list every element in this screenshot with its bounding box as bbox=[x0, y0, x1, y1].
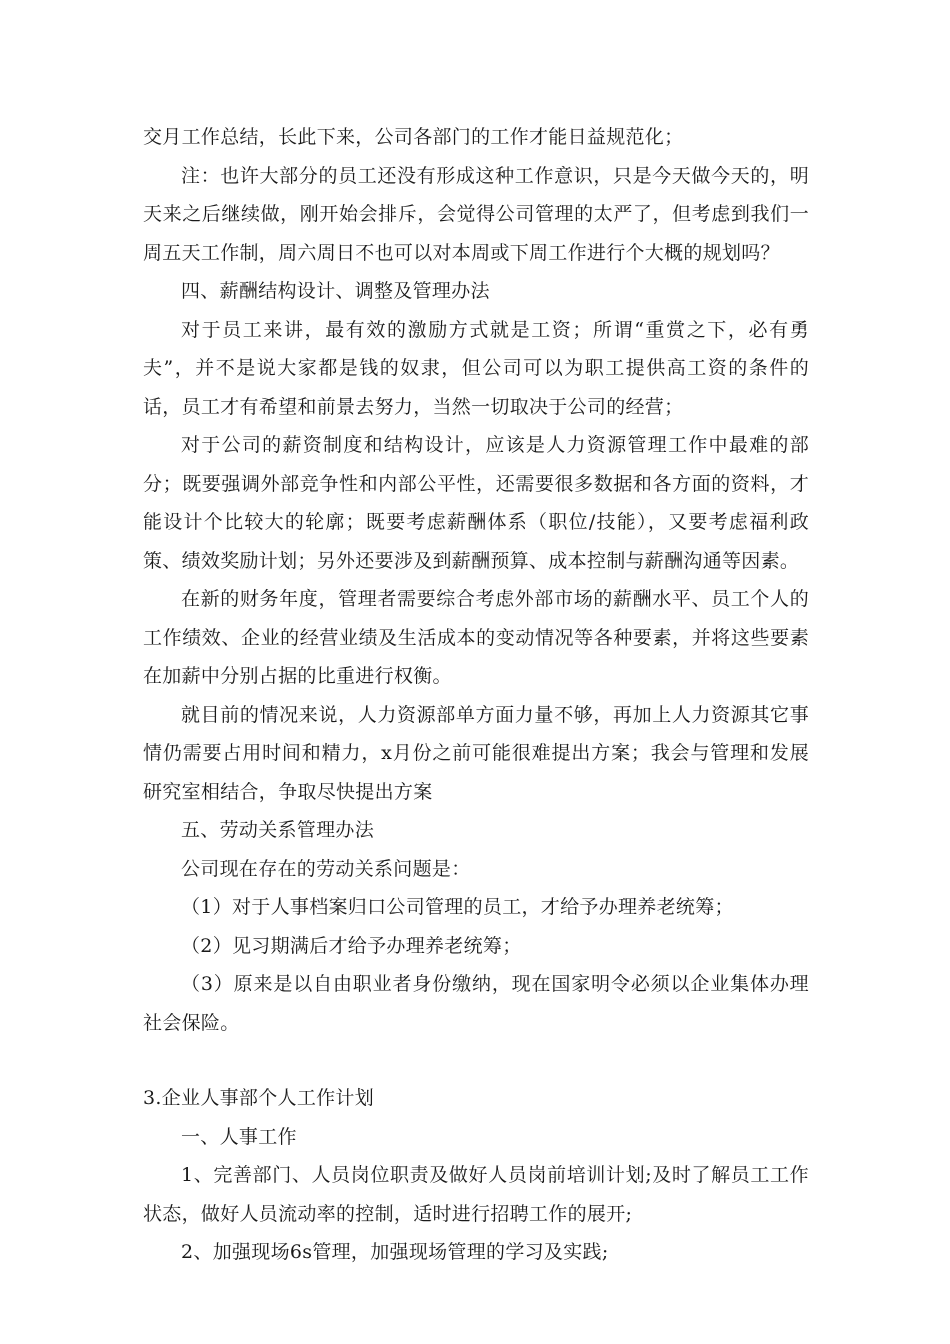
paragraph: 在新的财务年度，管理者需要综合考虑外部市场的薪酬水平、员工个人的工作绩效、企业的经营业绩及生活成本的变动情况等各种要素，并将这些要素在加薪中分别占据的比重进行权衡。 bbox=[143, 588, 809, 687]
list-item: （3）原来是以自由职业者身份缴纳，现在国家明令必须以企业集体办理社会保险。 bbox=[143, 973, 809, 1034]
paragraph: 注：也许大部分的员工还没有形成这种工作意识，只是今天做今天的，明天来之后继续做，刚开始会排斥，会觉得公司管理的太严了，但考虑到我们一周五天工作制，周六周日不也可以对本周或下周工作进行个大概的规划吗？ bbox=[143, 164, 809, 264]
paragraph: 就目前的情况来说，人力资源部单方面力量不够，再加上人力资源其它事情仍需要占用时间和精力，x月份之前可能很难提出方案；我会与管理和发展研究室相结合，争取尽快提出方案 bbox=[143, 703, 809, 803]
paragraph: 公司现在存在的劳动关系问题是： bbox=[181, 857, 471, 880]
paragraph: 2、加强现场6s管理，加强现场管理的学习及实践; bbox=[181, 1241, 609, 1263]
section-title: 3.企业人事部个人工作计划 bbox=[143, 1087, 375, 1109]
section-heading: 一、人事工作 bbox=[181, 1125, 297, 1148]
document-body bbox=[143, 118, 809, 1272]
section-spacer bbox=[143, 1042, 809, 1079]
section-heading: 五、劳动关系管理办法 bbox=[181, 819, 375, 841]
paragraph: 对于公司的薪资制度和结构设计，应该是人力资源管理工作中最难的部分；既要强调外部竞争性和内部公平性，还需要很多数据和各方面的资料，才能设计个比较大的轮廓；既要考虑薪酬体系（职位/技能），又要考虑福利政策、绩效奖励计划；另外还要涉及到薪酬预算、成本控制与薪酬沟通等因素。 bbox=[143, 434, 809, 572]
list-item: （2）见习期满后才给予办理养老统筹； bbox=[181, 934, 522, 957]
section-heading: 四、薪酬结构设计、调整及管理办法 bbox=[181, 280, 490, 302]
paragraph: 交月工作总结，长此下来，公司各部门的工作才能日益规范化； bbox=[143, 126, 684, 148]
paragraph: 对于员工来讲，最有效的激励方式就是工资；所谓“重赏之下，必有勇夫”，并不是说大家都是钱的奴隶，但公司可以为职工提供高工资的条件的话，员工才有希望和前景去努力，当然一切取决于公司的经营； bbox=[143, 318, 809, 418]
list-item: （1）对于人事档案归口公司管理的员工，才给予办理养老统筹； bbox=[181, 896, 734, 918]
paragraph: 1、完善部门、人员岗位职责及做好人员岗前培训计划;及时了解员工工作状态，做好人员流动率的控制，适时进行招聘工作的展开; bbox=[143, 1164, 809, 1225]
